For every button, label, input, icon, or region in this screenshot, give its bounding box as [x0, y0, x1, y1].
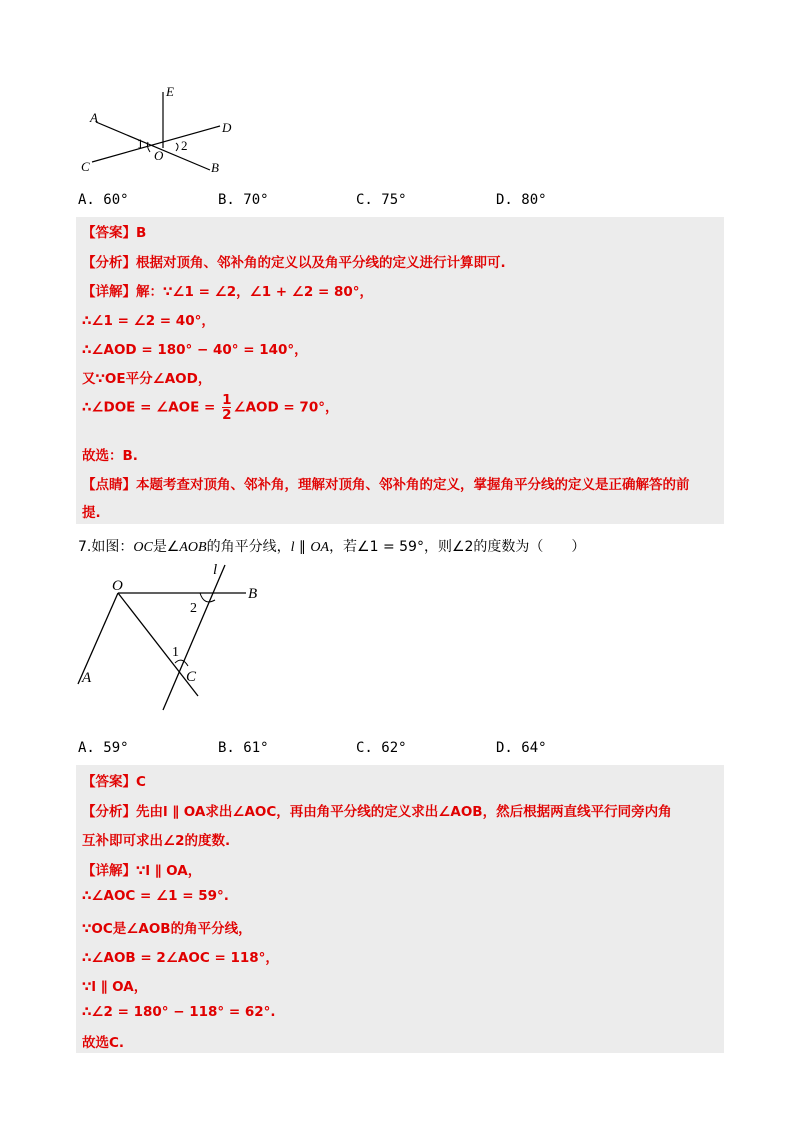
comment-tag: 【点睛】	[82, 477, 136, 493]
detail-5-pre: ∴∠DOE = ∠AOE =	[82, 399, 221, 416]
q6-detail-4: 又∵OE平分∠AOD，	[82, 371, 212, 387]
q7-stem-part: 是∠	[152, 539, 180, 555]
figure-angles-1	[70, 80, 250, 180]
q7-option-b[interactable]: B. 61°	[218, 740, 269, 756]
answer-value: C	[136, 774, 146, 790]
q7-solution-box	[76, 765, 724, 1053]
q6-detail-2: ∴∠1 = ∠2 = 40°，	[82, 313, 215, 329]
answer-tag: 【答案】	[82, 225, 136, 241]
label-l: l	[213, 562, 218, 578]
label-a: A	[90, 110, 98, 125]
label-d: D	[222, 120, 232, 135]
q7-stem-part: ，若∠1 = 59°，则∠2的度数为（ ）	[329, 539, 586, 555]
analysis-text: 根据对顶角、邻补角的定义以及角平分线的定义进行计算即可.	[136, 255, 506, 271]
q7-detail-6: ∴∠2 = 180° − 118° = 62°.	[82, 1004, 276, 1020]
fraction-denominator: 2	[222, 407, 232, 423]
detail-tag: 【详解】	[82, 863, 136, 879]
q7-answer	[82, 770, 146, 790]
analysis-tag: 【分析】	[82, 804, 136, 820]
detail-text: ∵l ∥ OA，	[136, 863, 202, 879]
q7-stem	[78, 536, 585, 556]
q6-option-a[interactable]: A. 60°	[78, 192, 129, 208]
q7-option-c[interactable]: C. 62°	[356, 740, 407, 756]
figure-angles-2	[70, 560, 280, 720]
q6-detail-1	[82, 280, 373, 300]
q6-analysis	[82, 251, 506, 271]
label-b: B	[211, 160, 219, 175]
q7-detail-5: ∵l ∥ OA，	[82, 979, 148, 995]
comment-text: 本题考查对顶角、邻补角，理解对顶角、邻补角的定义，掌握角平分线的定义是正确解答的前	[136, 477, 690, 493]
q7-stem-oc: OC	[133, 540, 153, 555]
label-a: A	[82, 670, 92, 686]
q7-detail-4: ∴∠AOB = 2∠AOC = 118°，	[82, 950, 279, 966]
q7-detail-3: ∵OC是∠AOB的角平分线，	[82, 921, 252, 937]
fraction-half	[222, 393, 231, 422]
q6-solution-box	[76, 217, 724, 524]
label-o: O	[112, 578, 123, 594]
q7-analysis-2: 互补即可求出∠2的度数.	[82, 833, 231, 849]
fraction-numerator: 1	[222, 392, 232, 408]
figure-2-svg	[70, 560, 280, 720]
q6-option-c[interactable]: C. 75°	[356, 192, 407, 208]
label-2: 2	[190, 601, 197, 616]
q7-analysis-1	[82, 800, 672, 820]
q6-detail-5	[82, 393, 338, 422]
figure-1-svg	[70, 80, 250, 180]
q7-detail-1	[82, 859, 201, 879]
label-c: C	[186, 669, 197, 685]
q7-option-d[interactable]: D. 64°	[496, 740, 547, 756]
q6-option-b[interactable]: B. 70°	[218, 192, 269, 208]
q7-stem-aob: AOB	[179, 540, 207, 555]
label-2: 2	[181, 138, 188, 153]
answer-value: B	[136, 225, 147, 241]
angle-1-arc	[147, 142, 150, 152]
line-l	[163, 565, 225, 710]
q7-stem-part: 的角平分线，	[206, 539, 291, 555]
angle-2-arc	[176, 143, 178, 151]
q6-comment-2: 提.	[82, 505, 101, 521]
q6-comment-1	[82, 473, 690, 493]
label-o: O	[154, 148, 164, 163]
q6-option-d[interactable]: D. 80°	[496, 192, 547, 208]
q7-detail-2: ∴∠AOC = ∠1 = 59°.	[82, 888, 229, 904]
q7-detail-7: 故选C.	[82, 1035, 125, 1051]
q7-stem-part: ∥	[294, 539, 311, 555]
label-b: B	[248, 586, 258, 602]
label-1: 1	[137, 136, 144, 151]
analysis-tag: 【分析】	[82, 255, 136, 271]
answer-tag: 【答案】	[82, 774, 136, 790]
detail-tag: 【详解】	[82, 284, 136, 300]
q7-stem-part: 如图：	[91, 539, 134, 555]
analysis-text: 先由l ∥ OA求出∠AOC，再由角平分线的定义求出∠AOB，然后根据两直线平行同旁内角	[136, 804, 672, 820]
q6-detail-3: ∴∠AOD = 180° − 40° = 140°，	[82, 342, 308, 358]
detail-text: 解：∵∠1 = ∠2，∠1 + ∠2 = 80°，	[136, 284, 374, 300]
q7-number: 7.	[78, 539, 92, 555]
line-ab	[96, 122, 210, 170]
q7-stem-l: l	[290, 540, 295, 555]
q7-option-a[interactable]: A. 59°	[78, 740, 129, 756]
q6-answer	[82, 221, 146, 241]
label-e: E	[166, 84, 174, 99]
q6-detail-6: 故选：B.	[82, 448, 138, 464]
detail-5-post: ∠AOD = 70°，	[233, 399, 339, 416]
q7-stem-oa: OA	[310, 540, 330, 555]
label-1: 1	[172, 645, 179, 660]
label-c: C	[81, 159, 90, 174]
